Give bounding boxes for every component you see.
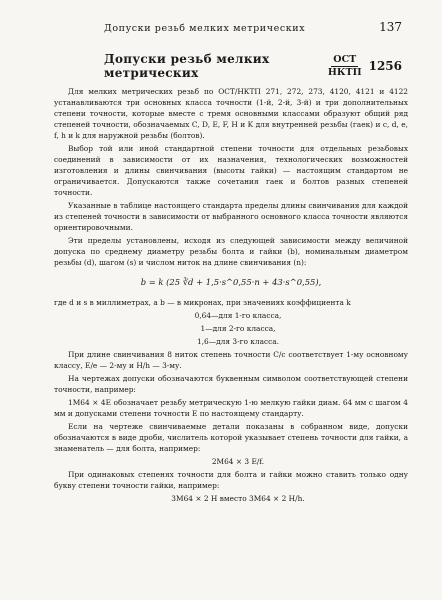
formula: b = k (25 ∛d + 1,5·s^0,55·n + 43·s^0,55), — [140, 277, 322, 287]
standard-bottom: НКТП — [327, 66, 362, 78]
paragraph: Указанные в таблице настоящего стандарта пределы длины свинчивания для каждой из степеней точности в зависимости от выбранного основного класса точности являются ориентировочными. — [54, 201, 408, 232]
paragraph: Эти пределы установлены, исходя из следующей зависимости между величиной допуска по среднему диаметру резьбы болта и гайки (b), номинальным диаметром резьбы (d), шагом (s) и числом ниток на длине свинчивания (n): — [54, 236, 408, 267]
paragraph: При одинаковых степенях точности для болта и гайки можно ставить только одну букву степени точности гайки, например: — [54, 470, 408, 490]
document-title — [104, 52, 402, 80]
running-head — [104, 20, 402, 34]
standard-number: 1256 — [368, 59, 402, 73]
standard-designation — [326, 54, 364, 79]
paragraph: Если на чертеже свинчиваемые детали показаны в собранном виде, допуски обозначаются в виде дроби, числитель которой указывает степень точности для гайки, а знаменатель — для болта, например: — [54, 422, 408, 453]
paragraph: При длине свинчивания 8 ниток степень точности C/c соответствует 1-му основному классу, E/e — 2-му и H/h — 3-му. — [54, 350, 408, 370]
body-text — [54, 86, 408, 504]
coefficient-line: 1—для 2-го класса, — [200, 324, 276, 333]
example-line: 2M64 × 3 E/f. — [211, 457, 265, 466]
paragraph: Выбор той или иной стандартной степени точности для отдельных резьбовых соединений в зависимости от их назначения, технологических возможностей изготовления и длины свинчивания (высоты гайки) — настоящим стандартом не ограничивается. Допускаются также сочетания гаек и болтов разных степеней точности. — [54, 144, 408, 197]
page-number: 137 — [379, 20, 402, 34]
example-line: 3M64 × 2 H вместо 3M64 × 2 H/h. — [171, 494, 305, 503]
paragraph: На чертежах допуски обозначаются буквенным символом соответствующей степени точности, например: — [54, 374, 408, 394]
paragraph: Для мелких метрических резьб по ОСТ/НКТП 271, 272, 273, 4120, 4121 и 4122 устанавливаются три основных класса точности (1-й, 2-й, 3-й) и три дополнительных степени точности, которые вместе с тремя основными классами образуют общий ряд степеней точности, обозначаемых C, D, E, F, H и K для внутренней резьбы (гаек) и c, d, e, f, h и k для наружной резьбы (болтов). — [54, 87, 408, 140]
paragraph: где d и s в миллиметрах, а b — в микронах, при значениях коэффициента k — [54, 298, 351, 307]
running-head-title: Допуски резьб мелких метрических — [104, 23, 306, 34]
coefficient-line: 0,64—для 1-го класса, — [194, 311, 282, 320]
title-text: Допуски резьб мелких метрических — [104, 52, 270, 80]
paragraph: 1M64 × 4E обозначает резьбу метрическую 1-ю мелкую гайки диам. 64 мм с шагом 4 мм и допусками степени точности E по настоящему стандарту. — [54, 398, 408, 418]
coefficient-line: 1,6—для 3-го класса. — [196, 337, 280, 346]
standard-top: ОСТ — [333, 53, 357, 65]
